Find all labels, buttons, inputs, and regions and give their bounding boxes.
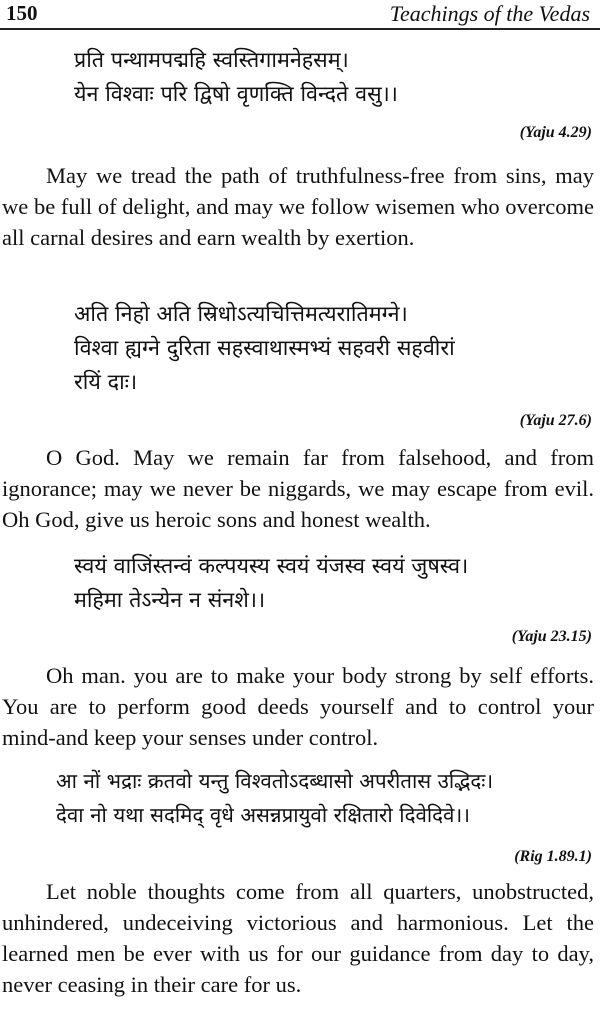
page-header bbox=[0, 0, 600, 30]
verse-line: प्रति पन्थामपद्महि स्वस्तिगामनेहसम्। bbox=[74, 48, 349, 73]
sanskrit-verse bbox=[74, 550, 592, 618]
sanskrit-verse bbox=[56, 764, 592, 832]
sanskrit-verse bbox=[74, 298, 592, 400]
verse-line: अति निहो अति स्रिधोऽत्यचित्तिमत्यरातिमग्ने। bbox=[74, 302, 408, 327]
page-number: 150 bbox=[6, 1, 38, 25]
verse-reference: (Yaju 4.29) bbox=[519, 124, 592, 141]
verse-line: रयिं दाः। bbox=[74, 370, 138, 395]
verse-line: देवा नो यथा सदमिद् वृधे असन्नप्रायुवो रक्षितारो दिवेदिवे।। bbox=[56, 803, 470, 827]
translation-paragraph: O God. May we remain far from falsehood, and from ignorance; may we never be niggards, we may escape from evil. Oh God, give us heroic sons and honest wealth. bbox=[2, 445, 594, 532]
verse-line: विश्वा ह्यग्ने दुरिता सहस्वाथास्मभ्यं सहवरी सहवीरां bbox=[74, 336, 455, 361]
verse-line: येन विश्वाः परि द्विषो वृणक्ति विन्दते वसु।। bbox=[74, 82, 398, 107]
verse-reference: (Yaju 27.6) bbox=[519, 412, 592, 429]
verse-line: आ नों भद्राः क्रतवो यन्तु विश्वतोऽदब्धासो अपरीतास उद्भिदः। bbox=[56, 769, 494, 793]
translation-paragraph: Oh man. you are to make your body strong by self efforts. You are to perform good deeds yourself and to control your mind-and keep your senses under control. bbox=[2, 663, 594, 750]
translation-paragraph: May we tread the path of truthfulness-free from sins, may we be full of delight, and may we follow wisemen who overcome all carnal desires and earn wealth by exertion. bbox=[2, 163, 594, 250]
verse-line: महिमा तेऽन्येन न संनशे।। bbox=[74, 588, 266, 613]
translation-paragraph: Let noble thoughts come from all quarters, unobstructed, unhindered, undeceiving victorious and harmonious. Let the learned men be ever with us for our guidance from day to day, never ceasing in their care for us. bbox=[2, 879, 594, 997]
verse-reference: (Yaju 23.15) bbox=[511, 628, 592, 645]
running-title: Teachings of the Vedas bbox=[389, 1, 590, 26]
sanskrit-verse bbox=[74, 44, 592, 112]
verse-reference: (Rig 1.89.1) bbox=[514, 848, 592, 865]
verse-line: स्वयं वाजिंस्तन्वं कल्पयस्य स्वयं यंजस्व स्वयं जुषस्व। bbox=[74, 554, 469, 579]
header-rule bbox=[0, 28, 600, 30]
